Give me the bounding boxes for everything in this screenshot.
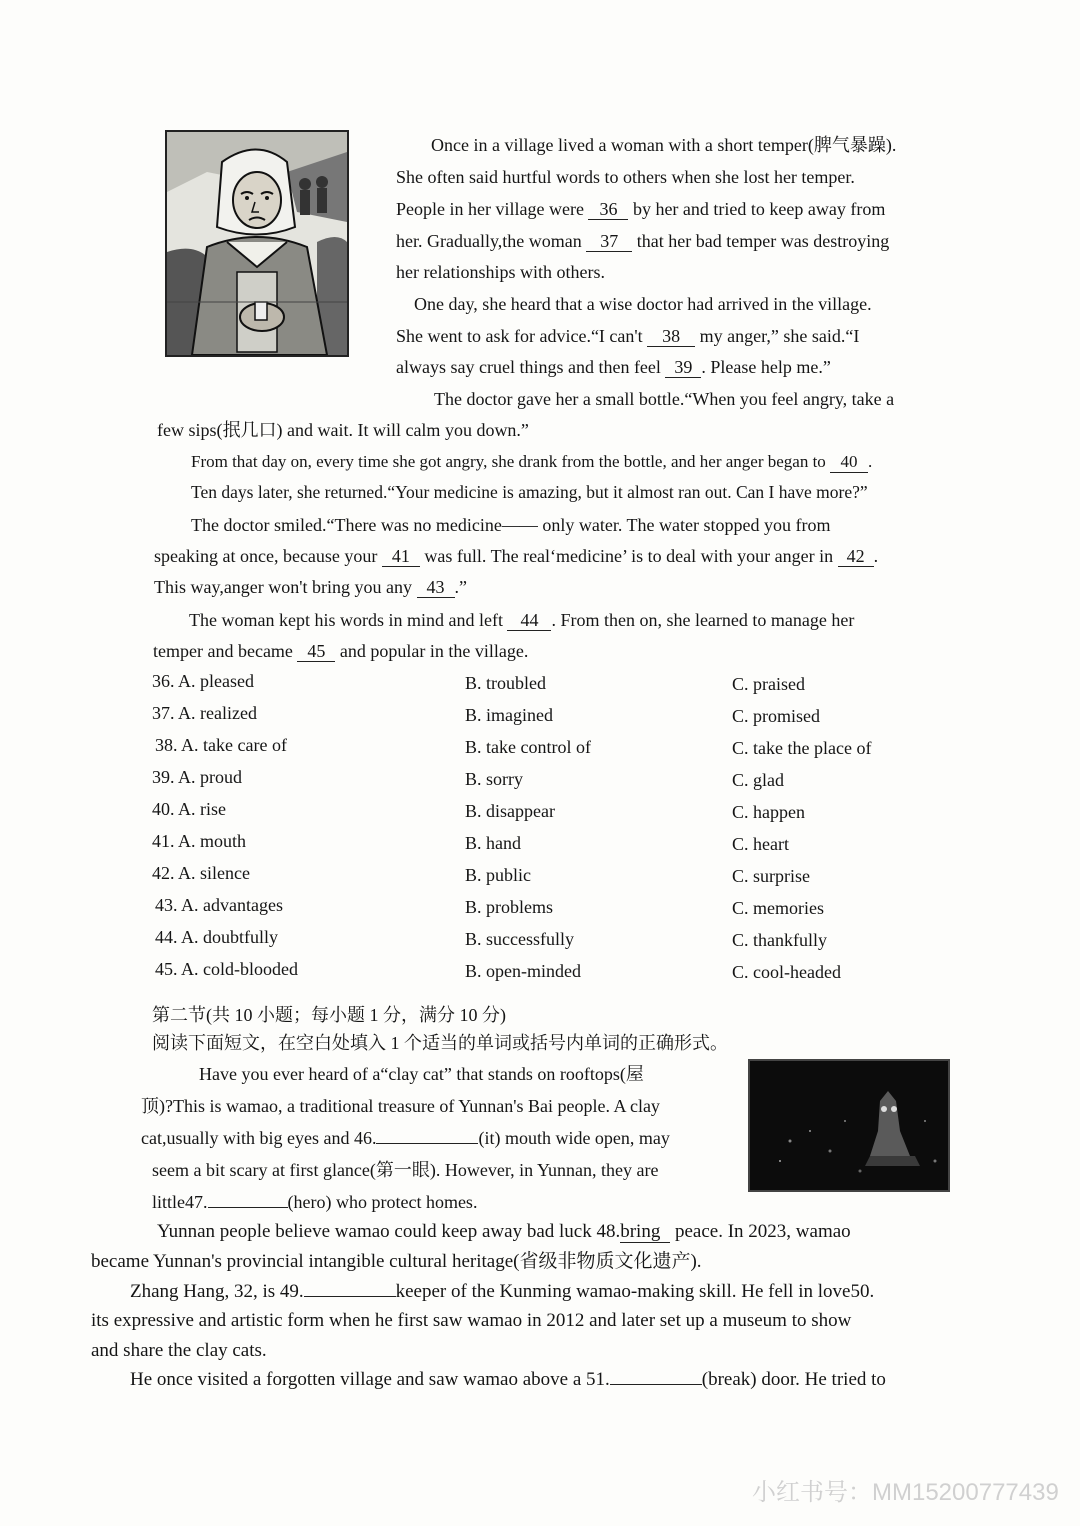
p2-text-line4: seem a bit scary at first glance(第一眼). However, in Yunnan, they are	[152, 1160, 659, 1180]
p2-text-line3-b: (it) mouth wide open, may	[478, 1128, 670, 1148]
option-38-a[interactable]: 38. A. take care of	[155, 735, 287, 755]
option-44-a[interactable]: 44. A. doubtfully	[155, 927, 279, 947]
p1-line3-b: by her and tried to keep away from	[632, 199, 886, 219]
blank-49[interactable]	[304, 1296, 396, 1297]
blank-51[interactable]	[610, 1384, 702, 1385]
blank-40[interactable]: 40	[830, 452, 868, 473]
option-41-a[interactable]: 41. A. mouth	[152, 831, 247, 851]
p2-line2-a: She went to ask for advice.“I can't	[396, 326, 643, 346]
blank-48[interactable]: bring	[620, 1222, 670, 1243]
p2-text-line8-a: Zhang Hang, 32, is 49.	[130, 1281, 304, 1302]
p2-line1: One day, she heard that a wise doctor had arrived in the village.	[414, 294, 872, 314]
p1-line4	[396, 229, 889, 253]
p7-line1-b: . From then on, she learned to manage her	[551, 610, 855, 630]
option-45-b[interactable]: B. open-minded	[465, 961, 581, 981]
option-41-c[interactable]: C. heart	[732, 834, 789, 854]
option-37-b[interactable]: B. imagined	[465, 705, 553, 725]
p2-text-line6	[157, 1220, 851, 1244]
p2-line3	[396, 355, 831, 379]
option-38-c[interactable]: C. take the place of	[732, 738, 872, 758]
p6-line3-a: This way,anger won't bring you any	[154, 577, 413, 597]
woman-illustration	[165, 130, 349, 357]
option-39-c[interactable]: C. glad	[732, 770, 784, 790]
p6-line2-a: speaking at once, because your	[154, 546, 378, 566]
blank-36[interactable]: 36	[588, 199, 628, 220]
option-41-b[interactable]: B. hand	[465, 833, 521, 853]
option-38-b[interactable]: B. take control of	[465, 737, 591, 757]
wamao-photo	[748, 1059, 950, 1192]
p2-text-line5	[152, 1190, 477, 1214]
option-36-c[interactable]: C. praised	[732, 674, 805, 694]
option-37-c[interactable]: C. promised	[732, 706, 820, 726]
option-42-a[interactable]: 42. A. silence	[152, 863, 250, 883]
p7-line2	[153, 639, 528, 663]
p2-text-line8-b: keeper of the Kunming wamao-making skill. He fell in love50.	[395, 1281, 875, 1302]
p2-text-line6-b: peace. In 2023, wamao	[674, 1221, 851, 1242]
option-37-a[interactable]: 37. A. realized	[152, 703, 257, 723]
option-44-b[interactable]: B. successfully	[465, 929, 574, 949]
option-42-b[interactable]: B. public	[465, 865, 531, 885]
woman-illustration-drawing	[167, 132, 347, 355]
p6-line3	[154, 575, 467, 599]
p2-text-line11	[130, 1368, 886, 1392]
p2-text-line1: Have you ever heard of a“clay cat” that stands on rooftops(屋	[199, 1064, 644, 1084]
p6-line2	[154, 544, 878, 568]
p3-line1: The doctor gave her a small bottle.“When you feel angry, take a	[434, 389, 895, 409]
p2-line3-a: always say cruel things and then feel	[396, 357, 661, 377]
p2-text-line11-b: (break) door. He tried to	[701, 1369, 886, 1390]
p6-line1: The doctor smiled.“There was no medicine—— only water. The water stopped you from	[191, 515, 831, 535]
p7-line1-a: The woman kept his words in mind and left	[189, 610, 503, 630]
blank-41[interactable]: 41	[382, 546, 420, 567]
blank-38[interactable]: 38	[647, 326, 695, 347]
p1-line3	[396, 197, 885, 221]
p2-text-line2: 顶)?This is wamao, a traditional treasure of Yunnan's Bai people. A clay	[141, 1096, 660, 1116]
p7-line1	[189, 608, 854, 632]
p1-line4-b: that her bad temper was destroying	[636, 231, 890, 251]
p6-line3-b: .”	[454, 577, 468, 597]
blank-39[interactable]: 39	[665, 357, 701, 378]
p2-text-line8	[130, 1280, 874, 1304]
option-36-b[interactable]: B. troubled	[465, 673, 546, 693]
option-43-b[interactable]: B. problems	[465, 897, 553, 917]
option-45-a[interactable]: 45. A. cold-blooded	[155, 959, 298, 979]
option-45-c[interactable]: C. cool-headed	[732, 962, 841, 982]
option-40-c[interactable]: C. happen	[732, 802, 805, 822]
p6-line2-c: .	[873, 546, 879, 566]
option-42-c[interactable]: C. surprise	[732, 866, 810, 886]
blank-42[interactable]: 42	[838, 546, 874, 567]
p2-text-line11-a: He once visited a forgotten village and saw wamao above a 51.	[130, 1369, 610, 1390]
option-43-c[interactable]: C. memories	[732, 898, 824, 918]
p2-line2-b: my anger,” she said.“I	[699, 326, 860, 346]
option-39-a[interactable]: 39. A. proud	[152, 767, 242, 787]
option-40-a[interactable]: 40. A. rise	[152, 799, 226, 819]
p2-line3-b: . Please help me.”	[701, 357, 831, 377]
blank-44[interactable]: 44	[507, 610, 551, 631]
p3-line2: few sips(抿几口) and wait. It will calm you down.”	[157, 420, 529, 440]
p2-line2	[396, 324, 859, 348]
p4-line1	[191, 450, 872, 474]
blank-47[interactable]	[208, 1207, 288, 1208]
section2-heading: 第二节(共 10 小题；每小题 1 分，满分 10 分)	[152, 1005, 506, 1025]
p2-text-line3-a: cat,usually with big eyes and 46.	[141, 1128, 377, 1148]
p1-line4-a: her. Gradually,the woman	[396, 231, 582, 251]
blank-37[interactable]: 37	[586, 231, 632, 252]
p1-line3-a: People in her village were	[396, 199, 584, 219]
wamao-photo-drawing	[750, 1061, 948, 1190]
p2-text-line7: became Yunnan's provincial intangible cultural heritage(省级非物质文化遗产).	[91, 1251, 702, 1272]
p1-line5: her relationships with others.	[396, 262, 605, 282]
option-43-a[interactable]: 43. A. advantages	[155, 895, 283, 915]
p2-text-line3	[141, 1126, 670, 1150]
p2-text-line5-a: little47.	[152, 1192, 208, 1212]
p7-line2-a: temper and became	[153, 641, 293, 661]
option-39-b[interactable]: B. sorry	[465, 769, 523, 789]
option-40-b[interactable]: B. disappear	[465, 801, 555, 821]
section2-instruction: 阅读下面短文，在空白处填入 1 个适当的单词或括号内单词的正确形式。	[152, 1033, 728, 1053]
p2-text-line5-b: (hero) who protect homes.	[287, 1192, 478, 1212]
watermark-text: 小红书号：MM15200777439	[752, 1479, 1059, 1506]
option-36-a[interactable]: 36. A. pleased	[152, 671, 254, 691]
p4-line1-a: From that day on, every time she got angry, she drank from the bottle, and her anger began to	[191, 452, 826, 471]
p2-text-line10: and share the clay cats.	[91, 1340, 267, 1361]
blank-45[interactable]: 45	[297, 641, 335, 662]
p1-line2: She often said hurtful words to others when she lost her temper.	[396, 167, 855, 187]
p2-text-line6-a: Yunnan people believe wamao could keep away bad luck 48.	[157, 1221, 621, 1242]
p1-line1: Once in a village lived a woman with a short temper(脾气暴躁).	[431, 135, 897, 155]
option-44-c[interactable]: C. thankfully	[732, 930, 827, 950]
p6-line2-b: was full. The real‘medicine’ is to deal with your anger in	[424, 546, 834, 566]
p7-line2-b: and popular in the village.	[339, 641, 529, 661]
p2-text-line9: its expressive and artistic form when he first saw wamao in 2012 and later set up a museum to show	[91, 1310, 852, 1331]
p4-line1-b: .	[868, 452, 873, 471]
blank-46[interactable]	[376, 1143, 478, 1144]
blank-43[interactable]: 43	[417, 577, 455, 598]
p5-line1: Ten days later, she returned.“Your medicine is amazing, but it almost ran out. Can I have more?”	[191, 482, 868, 502]
